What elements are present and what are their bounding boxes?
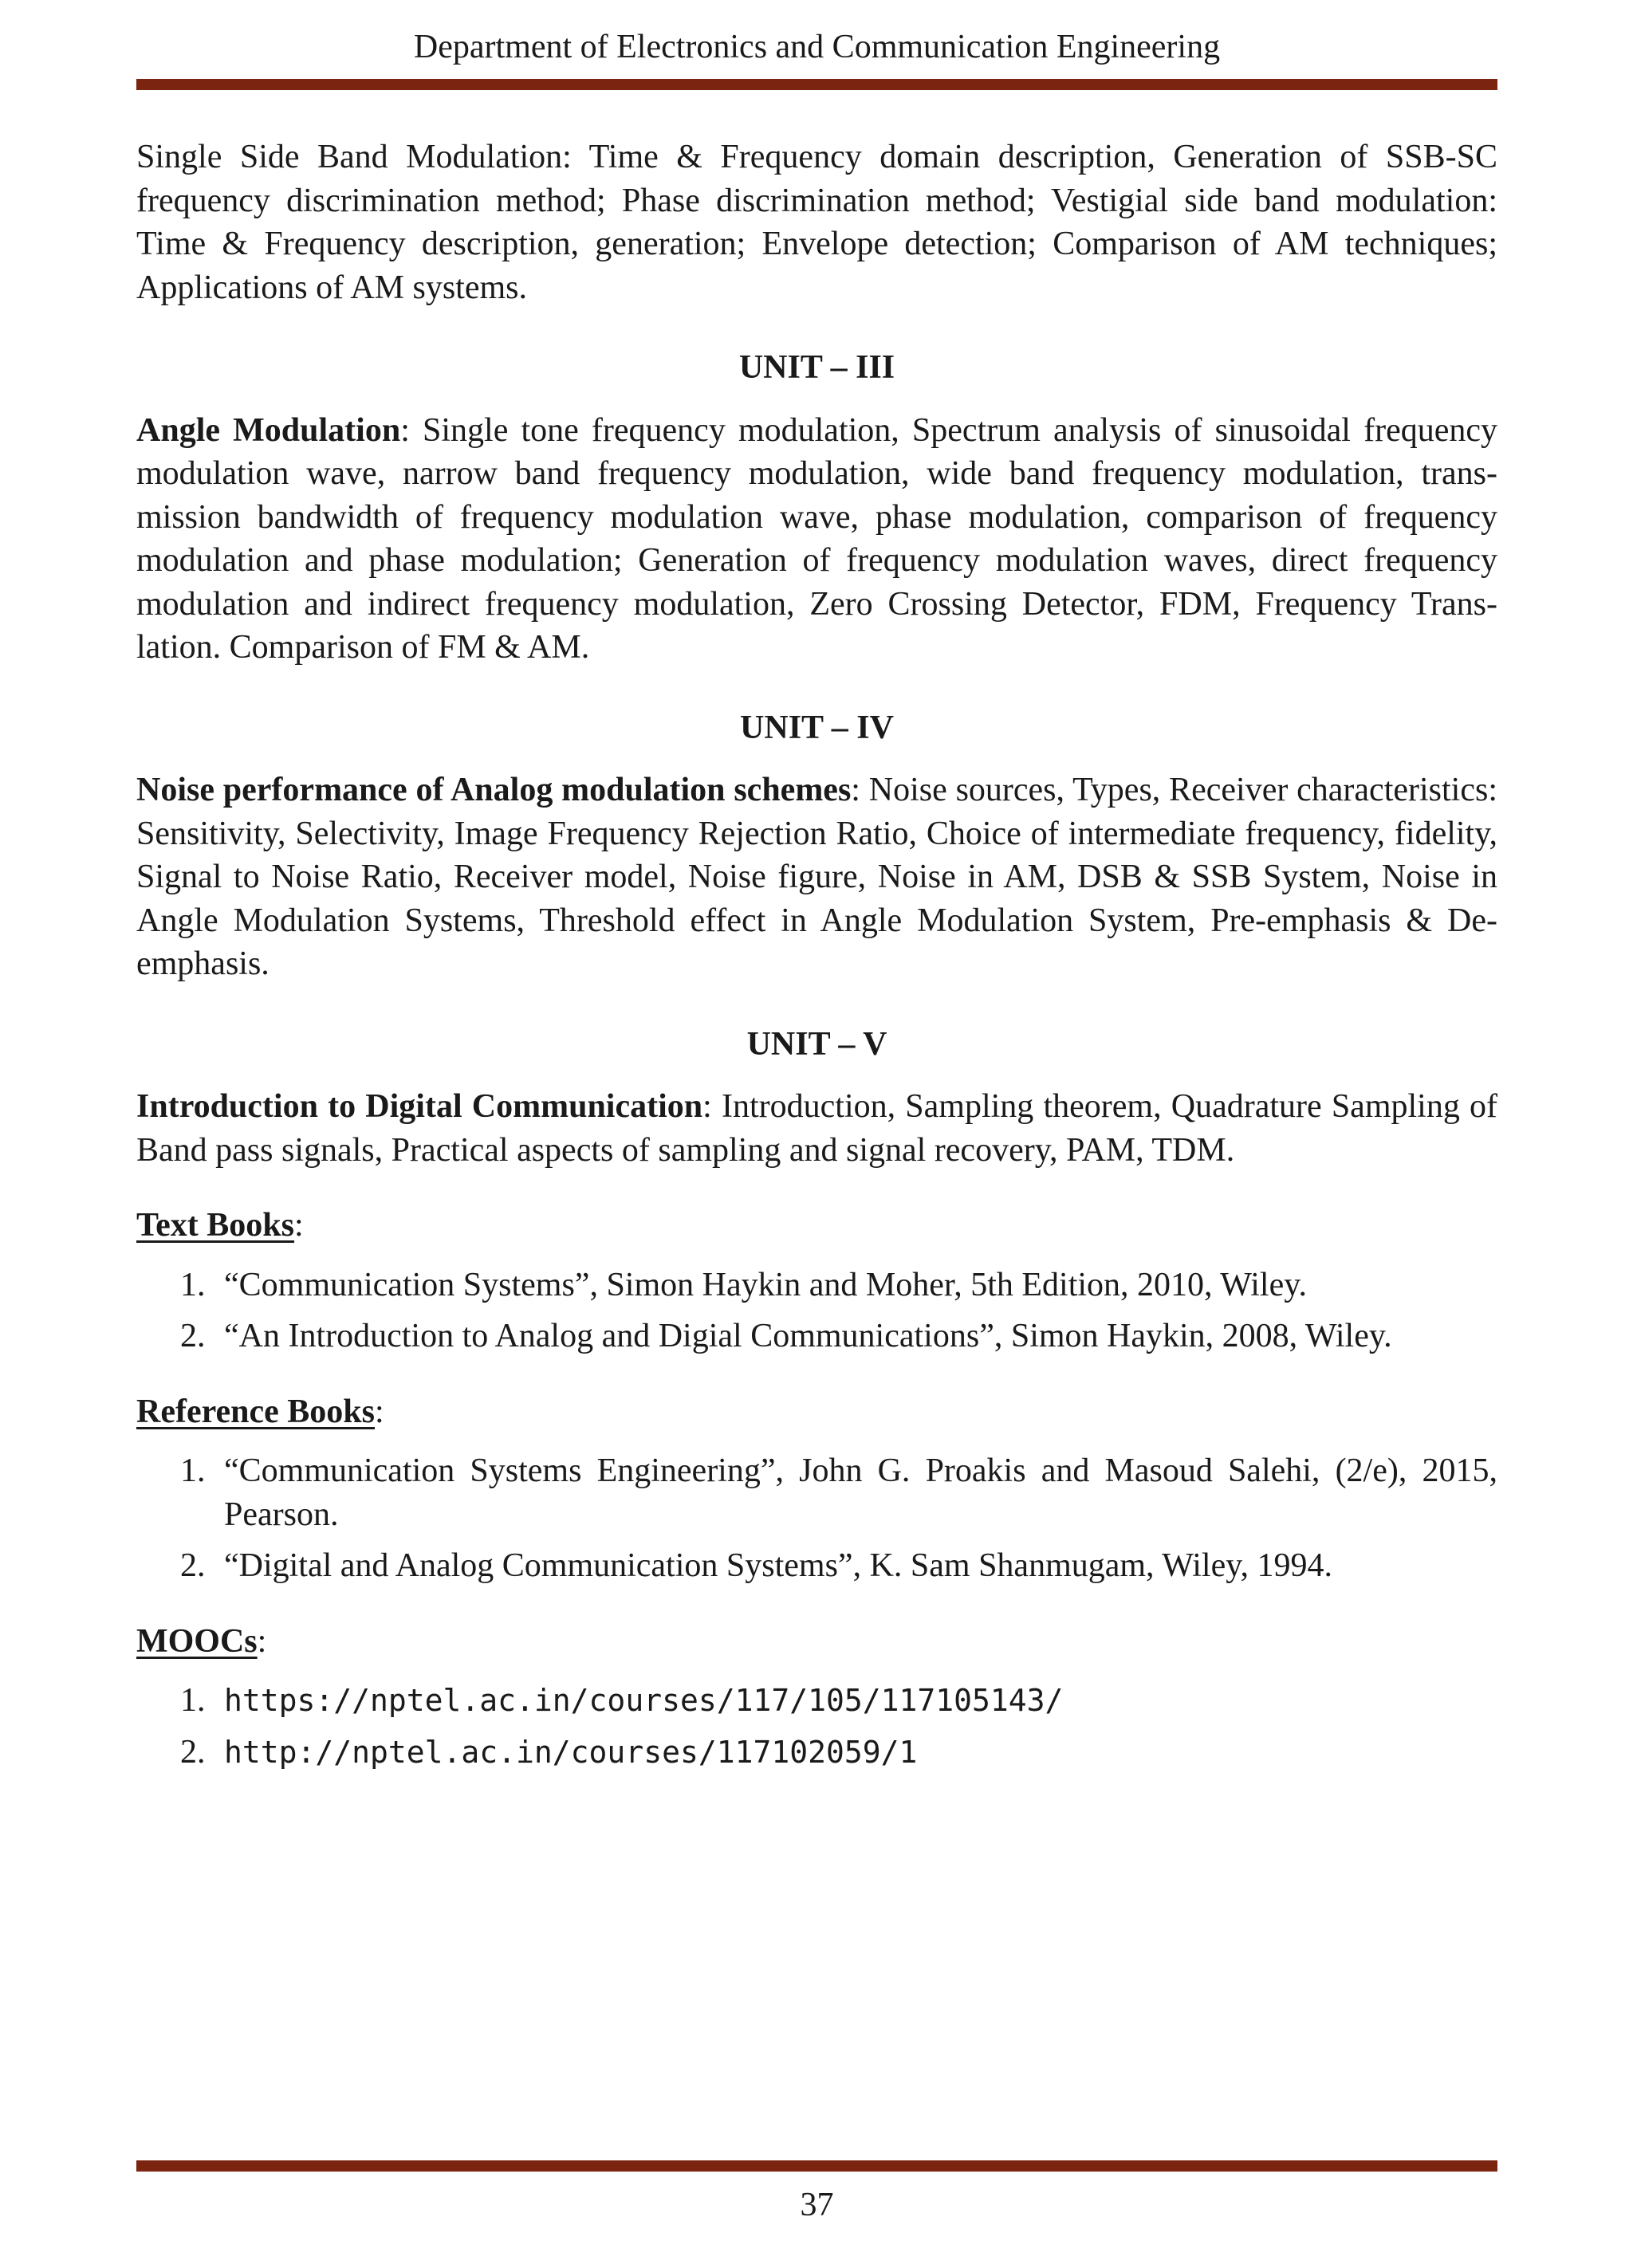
reference-books-label: Reference Books [136, 1393, 375, 1430]
list-item [180, 1449, 1497, 1536]
reference-books-list [136, 1449, 1497, 1588]
mooc-link[interactable]: http://nptel.ac.in/courses/117102059/1 [224, 1734, 918, 1770]
text-books-heading [136, 1204, 1497, 1248]
page-number: 37 [800, 2187, 834, 2223]
list-item [180, 1544, 1497, 1588]
list-number: 1. [180, 1452, 206, 1489]
footer-rule [136, 2160, 1497, 2172]
moocs-list [136, 1679, 1497, 1774]
text-books-colon: : [294, 1207, 304, 1244]
list-number: 1. [180, 1266, 206, 1303]
unit-5-paragraph [136, 1085, 1497, 1172]
list-number: 2. [180, 1318, 206, 1354]
book-entry: “Digital and Analog Communication Systems”, K. Sam Shanmugam, Wiley, 1994. [224, 1547, 1332, 1584]
unit-3-body: : Single tone frequency modulation, Spectrum analysis of sinusoidal frequency modulation wave, narrow band frequency modulation, wide band frequency modulation, transmission bandwidth of frequency modulation wave, phase modulation, comparison of frequency modulation and phase modulation; Generation of frequency modulation waves, direct frequency modulation and indirect frequency modulation, Zero Crossing Detector, FDM, Frequency Translation. Comparison of FM & AM. [136, 411, 1497, 666]
unit-5-heading: UNIT – V [746, 1025, 887, 1063]
list-number: 1. [180, 1682, 206, 1719]
unit-4-body: : Noise sources, Types, Receiver characteristics: Sensitivity, Selectivity, Image Frequency Rejection Ratio, Choice of intermediate frequency, fidelity, Signal to Noise Ratio, Receiver model, Noise figure, Noise in AM, DSB & SSB System, Noise in Angle Modulation Systems, Threshold effect in Angle Modulation System, Pre-emphasis & De-emphasis. [136, 772, 1497, 982]
unit-5-title: Introduction to Digital Communication [136, 1088, 703, 1125]
text-books-list [136, 1264, 1497, 1358]
unit-4-paragraph [136, 768, 1497, 986]
unit-3-heading: UNIT – III [738, 349, 895, 386]
list-number: 2. [180, 1733, 206, 1771]
reference-books-heading [136, 1390, 1497, 1434]
mooc-link[interactable]: https://nptel.ac.in/courses/117/105/117105143/ [224, 1683, 1064, 1718]
page-header: Department of Electronics and Communication Engineering [413, 29, 1221, 65]
moocs-heading [136, 1620, 1497, 1664]
unit-3-title: Angle Modulation [136, 411, 401, 449]
reference-books-colon: : [374, 1393, 384, 1430]
moocs-colon: : [257, 1622, 267, 1660]
book-entry: “Communication Systems”, Simon Haykin and Moher, 5th Edition, 2010, Wiley. [224, 1266, 1308, 1303]
unit-4-heading: UNIT – IV [740, 709, 894, 746]
ssb-paragraph: Single Side Band Modulation: Time & Frequency domain description, Generation of SSB-SC frequency discrimination method; Phase discrimination method; Vestigial side band modulation: Time & Frequency description, generation; Envelope detection; Comparison of AM techniques; Applications of AM systems. [136, 139, 1497, 306]
page-content [136, 136, 1497, 1782]
list-item [180, 1315, 1497, 1358]
unit-5-body: : Introduction, Sampling theorem, Quadrature Sampling of Band pass signals, Practical aspects of sampling and signal recovery, PAM, TDM. [136, 1088, 1497, 1169]
list-item [180, 1264, 1497, 1307]
unit-3-paragraph [136, 409, 1497, 670]
book-entry: “Communication Systems Engineering”, John G. Proakis and Masoud Salehi, (2/e), 2015, Pearson. [224, 1452, 1497, 1533]
book-entry: “An Introduction to Analog and Digial Communications”, Simon Haykin, 2008, Wiley. [224, 1318, 1392, 1354]
unit-4-title: Noise performance of Analog modulation schemes [136, 772, 852, 808]
list-item [180, 1731, 1497, 1775]
list-item [180, 1679, 1497, 1723]
moocs-label: MOOCs [136, 1622, 258, 1660]
header-rule [136, 79, 1497, 90]
text-books-label: Text Books [136, 1207, 295, 1244]
list-number: 2. [180, 1547, 206, 1584]
